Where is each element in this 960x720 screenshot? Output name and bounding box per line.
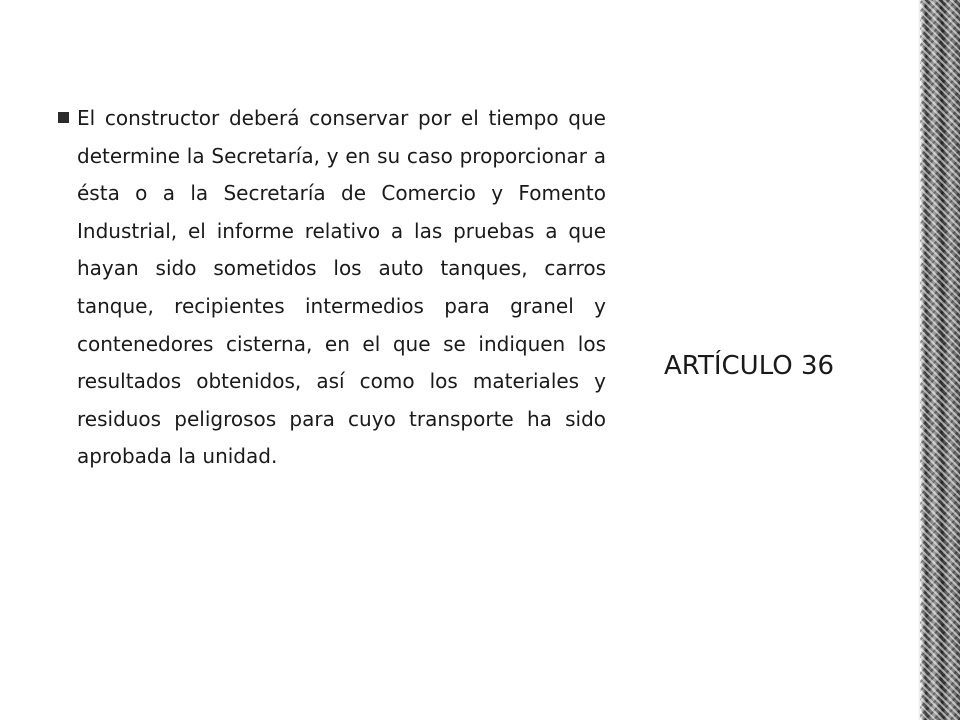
square-bullet-icon [58, 112, 69, 123]
bullet-item [58, 100, 606, 476]
bullet-text: El constructor deberá conservar por el tiempo que determine la Secretaría, y en su caso proporcionar a ésta o a la Secretaría de Comercio y Fomento Industrial, el informe relativo a las pruebas a que hayan sido sometidos los auto tanques, carros tanque, recipientes intermedios para granel y contenedores cisterna, en el que se indiquen los resultados obtenidos, así como los materiales y residuos peligrosos para cuyo transporte ha sido aprobada la unidad. [77, 106, 606, 469]
decorative-border-band [920, 0, 960, 720]
slide-title: ARTÍCULO 36 [664, 351, 835, 381]
body-text-list [58, 100, 606, 476]
